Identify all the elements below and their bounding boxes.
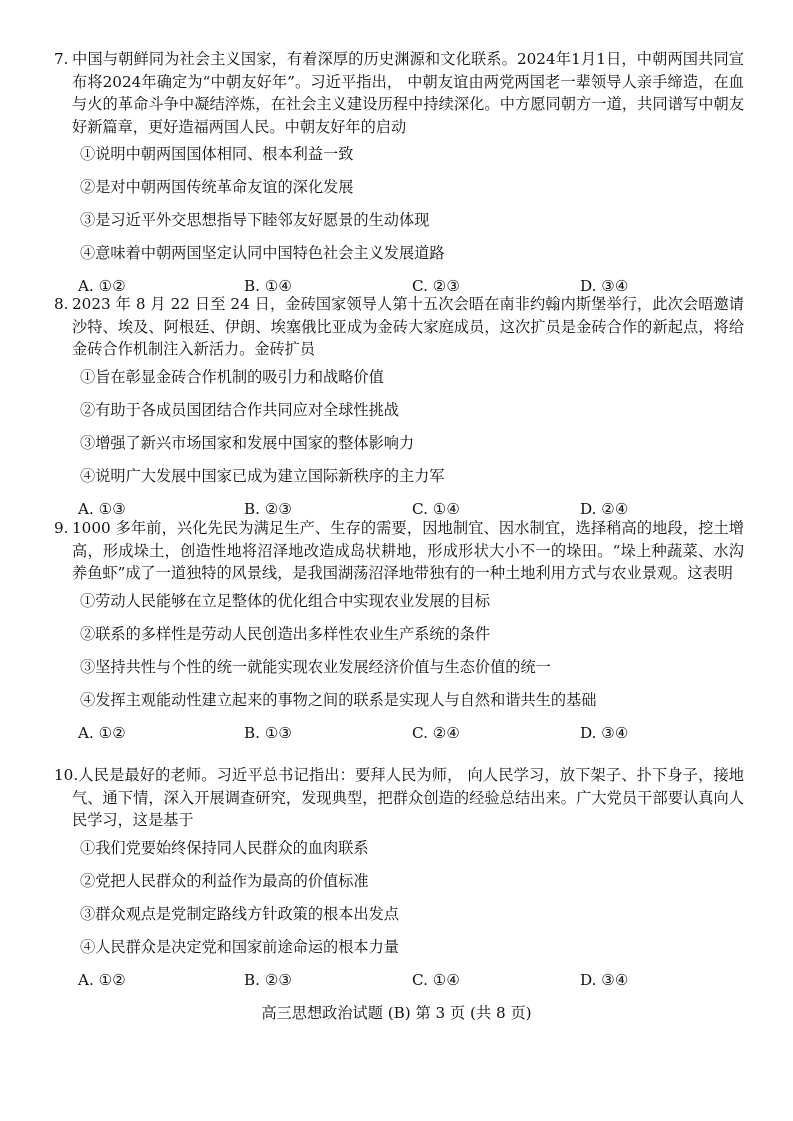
statement-list — [80, 585, 744, 717]
question-text: 1000 多年前，兴化先民为满足生产、生存的需要，因地制宜、因水制宜，选择稍高的地段，挖土增高，形成垛土，创造性地将沼泽地改造成岛状耕地，形成形状大小不一的垛田。“垛上种蔬菜、水沟养鱼虾”成了一道独特的风景线，是我国湖荡沼泽地带独有的一种土地利用方式与农业景观。这表明 — [72, 519, 744, 582]
question-stem — [54, 48, 744, 138]
option-b: B. ②③ — [244, 970, 293, 989]
statement-item: ①旨在彰显金砖合作机制的吸引力和战略价值 — [80, 367, 384, 386]
question-7 — [54, 48, 744, 298]
statement-item: ②党把人民群众的利益作为最高的价值标准 — [80, 871, 369, 890]
question-9 — [54, 517, 744, 745]
question-stem — [54, 293, 744, 361]
option-c: C. ①④ — [412, 499, 460, 518]
statement-list — [80, 832, 744, 964]
statement-item: ②联系的多样性是劳动人民创造出多样性农业生产系统的条件 — [80, 624, 491, 643]
question-text: 人民是最好的老师。习近平总书记指出：要拜人民为师， 向人民学习，放下架子、扑下身子，接地气、通下情，深入开展调查研究，发现典型，把群众创造的经验总结出来。广大党员干部要认真向人民学习，这是基于 — [72, 766, 744, 829]
question-number: 8. — [54, 295, 69, 313]
statement-item: ①劳动人民能够在立足整体的优化组合中实现农业发展的目标 — [80, 591, 491, 610]
statement-list — [80, 361, 744, 493]
statement-item: ④人民群众是决定党和国家前途命运的根本力量 — [80, 937, 399, 956]
answer-options — [54, 721, 744, 745]
question-stem — [54, 764, 744, 832]
option-b: B. ①④ — [244, 277, 293, 295]
question-10 — [54, 764, 744, 992]
option-a: A. ①③ — [78, 499, 126, 518]
option-b: B. ①③ — [244, 723, 293, 742]
question-number: 9. — [54, 519, 69, 537]
statement-item: ④发挥主观能动性建立起来的事物之间的联系是实现人与自然和谐共生的基础 — [80, 690, 597, 709]
statement-item: ③坚持共性与个性的统一就能实现农业发展经济价值与生态价值的统一 — [80, 657, 551, 676]
question-stem — [54, 517, 744, 585]
statement-item: ②是对中朝两国传统革命友谊的深化发展 — [80, 178, 354, 196]
option-a: A. ①② — [78, 723, 126, 742]
option-d: D. ②④ — [580, 499, 629, 518]
option-b: B. ②③ — [244, 499, 293, 518]
statement-list — [80, 138, 744, 270]
statement-item: ④意味着中朝两国坚定认同中国特色社会主义发展道路 — [80, 244, 445, 262]
option-d: D. ③④ — [580, 723, 629, 742]
option-c: C. ①④ — [412, 970, 460, 989]
page-footer: 高三思想政治试题 (B) 第 3 页 (共 8 页) — [261, 1004, 532, 1022]
statement-item: ③是习近平外交思想指导下睦邻友好愿景的生动体现 — [80, 211, 430, 229]
statement-item: ①我们党要始终保持同人民群众的血肉联系 — [80, 838, 369, 857]
question-text: 中国与朝鲜同为社会主义国家，有着深厚的历史渊源和文化联系。2024年1月1日，中朝两国共同宣布将2024年确定为“中朝友好年”。习近平指出， 中朝友谊由两党两国老一辈领导人亲手缔造，在血与火的革命斗争中凝结淬炼，在社会主义建设历程中持续深化。中方愿同朝方一道，共同谱写中朝友好新篇章，更好造福两国人民。中朝友好年的启动 — [72, 50, 744, 136]
option-c: C. ②③ — [412, 277, 460, 295]
statement-item: ②有助于各成员国团结合作共同应对全球性挑战 — [80, 400, 399, 419]
option-c: C. ②④ — [412, 723, 460, 742]
statement-item: ③增强了新兴市场国家和发展中国家的整体影响力 — [80, 433, 415, 452]
question-number: 10. — [54, 766, 79, 784]
question-text: 2023 年 8 月 22 日至 24 日，金砖国家领导人第十五次会晤在南非约翰内斯堡举行，此次会晤邀请沙特、埃及、阿根廷、伊朗、埃塞俄比亚成为金砖大家庭成员，这次扩员是金砖合作的新起点，将给金砖合作机制注入新活力。金砖扩员 — [72, 295, 744, 358]
statement-item: ④说明广大发展中国家已成为建立国际新秩序的主力军 — [80, 466, 445, 485]
answer-options — [54, 968, 744, 992]
option-d: D. ③④ — [580, 970, 629, 989]
statement-item: ①说明中朝两国国体相同、根本利益一致 — [80, 145, 354, 163]
question-8 — [54, 293, 744, 521]
option-a: A. ①② — [78, 970, 126, 989]
option-d: D. ③④ — [580, 277, 629, 295]
option-a: A. ①② — [78, 277, 126, 295]
statement-item: ③群众观点是党制定路线方针政策的根本出发点 — [80, 904, 399, 923]
question-number: 7. — [54, 50, 69, 68]
